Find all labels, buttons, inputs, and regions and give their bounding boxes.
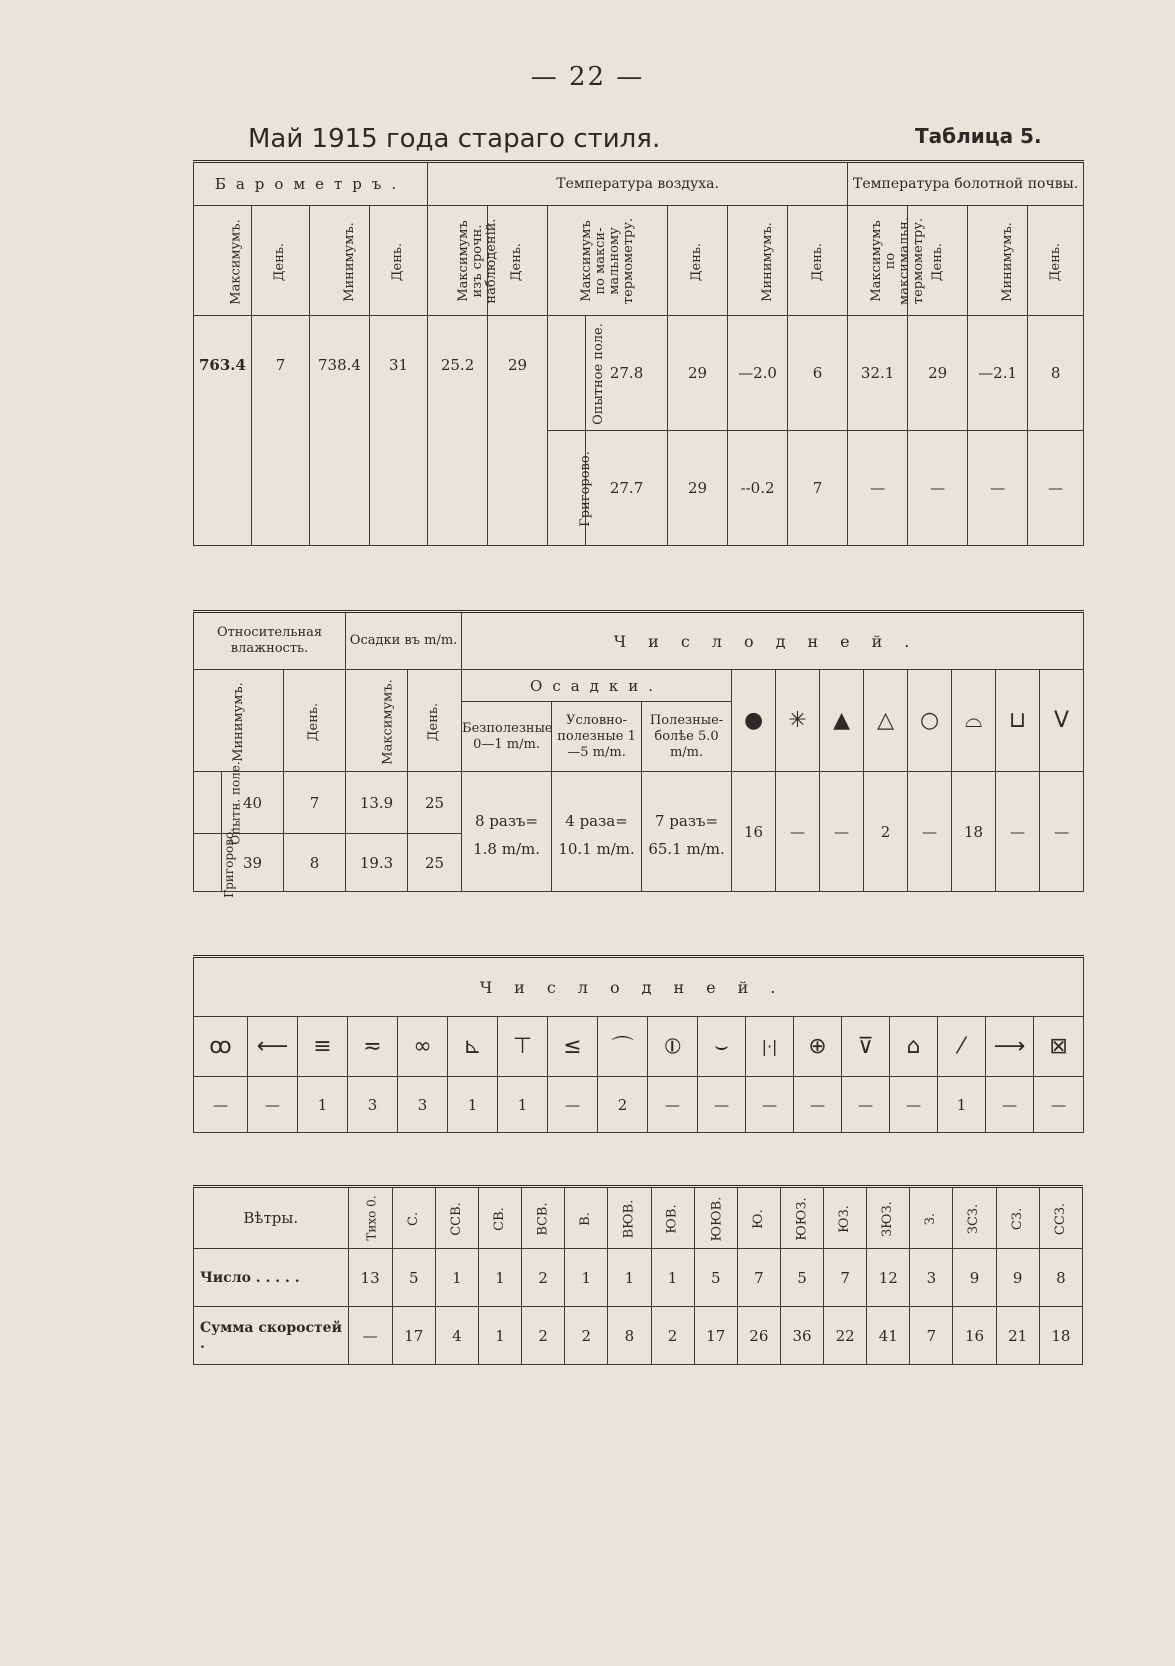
wind-dir-header: ССВ. (435, 1187, 478, 1249)
days-title: Числодней. (194, 957, 1084, 1017)
days-header: Числодней. (462, 612, 1084, 670)
col-humidity-min: Минимумъ. (194, 670, 284, 772)
table-label: Таблица 5. (915, 124, 1042, 148)
cell-value: — (820, 772, 864, 892)
col-air-max-thermo-day: День. (668, 206, 728, 316)
cell-value: 22 (824, 1307, 867, 1365)
cell-baro-max: 763.4 (194, 316, 252, 546)
wind-dir-header: ЗЮЗ. (867, 1187, 910, 1249)
cell-value: 29 (668, 431, 728, 546)
cell-value: — (648, 1077, 698, 1133)
cell-value: 1 (498, 1077, 548, 1133)
col-air-min: Минимумъ. (728, 206, 788, 316)
cell-value: 36 (780, 1307, 823, 1365)
col-air-max-obs: Максимумъ изъ срочн. наблюденій. (428, 206, 488, 316)
cell-value: 39 (222, 834, 284, 892)
cell-value: — (248, 1077, 298, 1133)
cell-value: — (698, 1077, 746, 1133)
cell-value: 27.7 (586, 431, 668, 546)
symbol-row (194, 1017, 1084, 1077)
table-row (194, 316, 1084, 431)
page-number: — 22 — (530, 62, 645, 92)
cell-value: 5 (694, 1249, 737, 1307)
col-soil-max-day: День. (908, 206, 968, 316)
cell-value: 2 (522, 1307, 565, 1365)
wind-dir-header: ЮЮВ. (694, 1187, 737, 1249)
sleet-icon: △ (864, 670, 908, 772)
wind-dir-header: ВСВ. (522, 1187, 565, 1249)
station-label: Опытн. поле. (194, 772, 222, 834)
cell-value: 5 (392, 1249, 435, 1307)
cell-value: 1 (435, 1249, 478, 1307)
col-baro-max-day: День. (252, 206, 310, 316)
speed-sum-label: Сумма скоростей . (194, 1307, 349, 1365)
station-label: Григоровo. (194, 834, 222, 892)
wind-dir-header: Тихо 0. (348, 1187, 392, 1249)
cell-value: 6 (788, 316, 848, 431)
moon-halo-icon: ⌣ (698, 1017, 746, 1077)
sun-halo-icon: ⦶ (648, 1017, 698, 1077)
wind-dir-header: ЮВ. (651, 1187, 694, 1249)
mist-icon: ≂ (348, 1017, 398, 1077)
rain-icon: ● (732, 670, 776, 772)
table-winds (193, 1185, 1083, 1365)
wind-dir-header: Ю. (737, 1187, 780, 1249)
cell-value: 13 (348, 1249, 392, 1307)
winds-label: Вѣтры. (194, 1187, 349, 1249)
cell-value: — (996, 772, 1040, 892)
cell-value: 1 (298, 1077, 348, 1133)
cell-value: 12 (867, 1249, 910, 1307)
cell-value: — (842, 1077, 890, 1133)
dew-icon: ⌓ (952, 670, 996, 772)
cell-value: 4 раза= (552, 772, 642, 834)
cell-value: 10.1 m/m. (552, 834, 642, 892)
wind-dir-header: СВ. (478, 1187, 521, 1249)
cell-value: 9 (953, 1249, 996, 1307)
cell-baro-min: 738.4 (310, 316, 370, 546)
cell-value: — (746, 1077, 794, 1133)
wind-dir-header: ЗСЗ. (953, 1187, 996, 1249)
cell-value: 3 (398, 1077, 448, 1133)
precip-header: Осадки въ m/m. (346, 612, 462, 670)
cell-value: 16 (732, 772, 776, 892)
cell-value: 1 (478, 1307, 521, 1365)
table-row (194, 1249, 1083, 1307)
col-air-max-thermo: Максимумъ по макси- мальному термометру. (548, 206, 668, 316)
sun-crown-icon: ⊕ (794, 1017, 842, 1077)
cell-value: 1.8 m/m. (462, 834, 552, 892)
distant-thunder-icon: ⊤ (498, 1017, 548, 1077)
cell-value: 1 (651, 1249, 694, 1307)
table-row (194, 1307, 1083, 1365)
cell-value: 8 (608, 1307, 651, 1365)
col-baro-max: Максимумъ. (194, 206, 252, 316)
rime-icon: V (1040, 670, 1084, 772)
cell-value: 26 (737, 1307, 780, 1365)
air-temp-header: Температура воздуха. (428, 162, 848, 206)
page-title: Май 1915 года стараго стиля. (248, 124, 661, 154)
cell-value: 18 (952, 772, 996, 892)
frost-icon: ⊔ (996, 670, 1040, 772)
col-soil-max: Максимумъ по максимальн. термометру. (848, 206, 908, 316)
aurora-icon: ⌂ (890, 1017, 938, 1077)
wind-dir-header: З. (910, 1187, 953, 1249)
soil-temp-header: Температура болотной почвы. (848, 162, 1084, 206)
cell-baro-min-day: 31 (370, 316, 428, 546)
cell-value: —2.1 (968, 316, 1028, 431)
wind-dir-header: В. (565, 1187, 608, 1249)
rainbow-icon: ⌒ (598, 1017, 648, 1077)
cell-value: — (548, 1077, 598, 1133)
col-useless: Безполезные 0—1 m/m. (462, 702, 552, 772)
thunderstorm-icon: ⊾ (448, 1017, 498, 1077)
fog-icon: ≡ (298, 1017, 348, 1077)
moon-crown-icon: ⊽ (842, 1017, 890, 1077)
cell-value: — (908, 431, 968, 546)
barometer-header: Барометръ. (194, 162, 428, 206)
col-soil-min-day: День. (1028, 206, 1084, 316)
table-phenomena-days (193, 955, 1084, 1133)
cell-value: 8 разъ= (462, 772, 552, 834)
col-conditional: Условно- полезные 1—5 m/m. (552, 702, 642, 772)
cell-air-max-obs: 25.2 (428, 316, 488, 546)
snow-icon: ✳ (776, 670, 820, 772)
cell-value: 27.8 (586, 316, 668, 431)
cell-value: 32.1 (848, 316, 908, 431)
col-baro-min: Минимумъ. (310, 206, 370, 316)
cell-value: 9 (996, 1249, 1039, 1307)
cell-value: 7 (284, 772, 346, 834)
cell-value: 1 (565, 1249, 608, 1307)
cell-value: 7 (824, 1249, 867, 1307)
col-baro-min-day: День. (370, 206, 428, 316)
table-row (194, 1077, 1084, 1133)
cell-value: 7 (737, 1249, 780, 1307)
cell-value: 40 (222, 772, 284, 834)
cell-value: 2 (598, 1077, 648, 1133)
cell-value: — (890, 1077, 938, 1133)
wind-dir-header: ВЮВ. (608, 1187, 651, 1249)
haze-icon: ꝏ (194, 1017, 248, 1077)
wind-dir-header: СЗ. (996, 1187, 1039, 1249)
cell-value: — (1040, 772, 1084, 892)
cell-value: 2 (864, 772, 908, 892)
blizzard-icon: ⊠ (1034, 1017, 1084, 1077)
cell-value: 2 (651, 1307, 694, 1365)
table-humidity-precipitation (193, 610, 1084, 898)
sun-pillar-icon: |·| (746, 1017, 794, 1077)
cell-value: 2 (522, 1249, 565, 1307)
table-row (194, 772, 1084, 834)
cell-value: 5 (780, 1249, 823, 1307)
cell-value: 13.9 (346, 772, 408, 834)
strong-wind-icon: ⟶ (986, 1017, 1034, 1077)
cell-value: — (776, 772, 820, 892)
station-label: Григорово. (548, 431, 586, 546)
cell-value: —2.0 (728, 316, 788, 431)
cell-value: 8 (1028, 316, 1084, 431)
col-precip-max: Максимумъ. (346, 670, 408, 772)
ring-icon: ○ (908, 670, 952, 772)
wind-direction-row (194, 1187, 1083, 1249)
cell-baro-max-day: 7 (252, 316, 310, 546)
cell-value: 25 (408, 834, 462, 892)
cell-value: 1 (938, 1077, 986, 1133)
cell-value: 25 (408, 772, 462, 834)
col-useful: Полезные- болѣе 5.0 m/m. (642, 702, 732, 772)
cell-value: 41 (867, 1307, 910, 1365)
osadki-header: Осадки. (462, 670, 732, 702)
cell-value: 17 (392, 1307, 435, 1365)
col-air-min-day: День. (788, 206, 848, 316)
wind-dir-header: ССЗ. (1039, 1187, 1082, 1249)
cell-air-max-obs-day: 29 (488, 316, 548, 546)
cell-value: 2 (565, 1307, 608, 1365)
lightning-icon: ≤ (548, 1017, 598, 1077)
cell-value: 1 (448, 1077, 498, 1133)
station-label: Опытное поле. (548, 316, 586, 431)
cell-value: — (794, 1077, 842, 1133)
gale-icon: ⁄ (938, 1017, 986, 1077)
cell-value: 3 (910, 1249, 953, 1307)
hail-icon: ▲ (820, 670, 864, 772)
drift-icon: ⟵ (248, 1017, 298, 1077)
cell-value: 7 разъ= (642, 772, 732, 834)
cell-value: — (348, 1307, 392, 1365)
table-barometer-temperature (193, 160, 1084, 546)
cell-value: 7 (910, 1307, 953, 1365)
cell-value: — (1034, 1077, 1084, 1133)
wind-dir-header: ЮЮЗ. (780, 1187, 823, 1249)
cell-value: 65.1 m/m. (642, 834, 732, 892)
cell-value: — (986, 1077, 1034, 1133)
cell-value: 16 (953, 1307, 996, 1365)
cell-value: 1 (478, 1249, 521, 1307)
cell-value: 19.3 (346, 834, 408, 892)
dry-haze-icon: ∞ (398, 1017, 448, 1077)
col-soil-min: Минимумъ. (968, 206, 1028, 316)
cell-value: 29 (908, 316, 968, 431)
cell-value: 4 (435, 1307, 478, 1365)
cell-value: — (194, 1077, 248, 1133)
wind-dir-header: С. (392, 1187, 435, 1249)
cell-value: — (968, 431, 1028, 546)
col-air-max-obs-day: День. (488, 206, 548, 316)
wind-dir-header: ЮЗ. (824, 1187, 867, 1249)
cell-value: 18 (1039, 1307, 1082, 1365)
cell-value: 21 (996, 1307, 1039, 1365)
count-label: Число . . . . . (194, 1249, 349, 1307)
cell-value: 8 (284, 834, 346, 892)
cell-value: 8 (1039, 1249, 1082, 1307)
cell-value: --0.2 (728, 431, 788, 546)
cell-value: 7 (788, 431, 848, 546)
cell-value: 29 (668, 316, 728, 431)
humidity-header: Относительная влажность. (194, 612, 346, 670)
col-precip-day: День. (408, 670, 462, 772)
cell-value: — (848, 431, 908, 546)
cell-value: — (908, 772, 952, 892)
col-humidity-day: День. (284, 670, 346, 772)
cell-value: 3 (348, 1077, 398, 1133)
cell-value: 1 (608, 1249, 651, 1307)
cell-value: 17 (694, 1307, 737, 1365)
cell-value: — (1028, 431, 1084, 546)
